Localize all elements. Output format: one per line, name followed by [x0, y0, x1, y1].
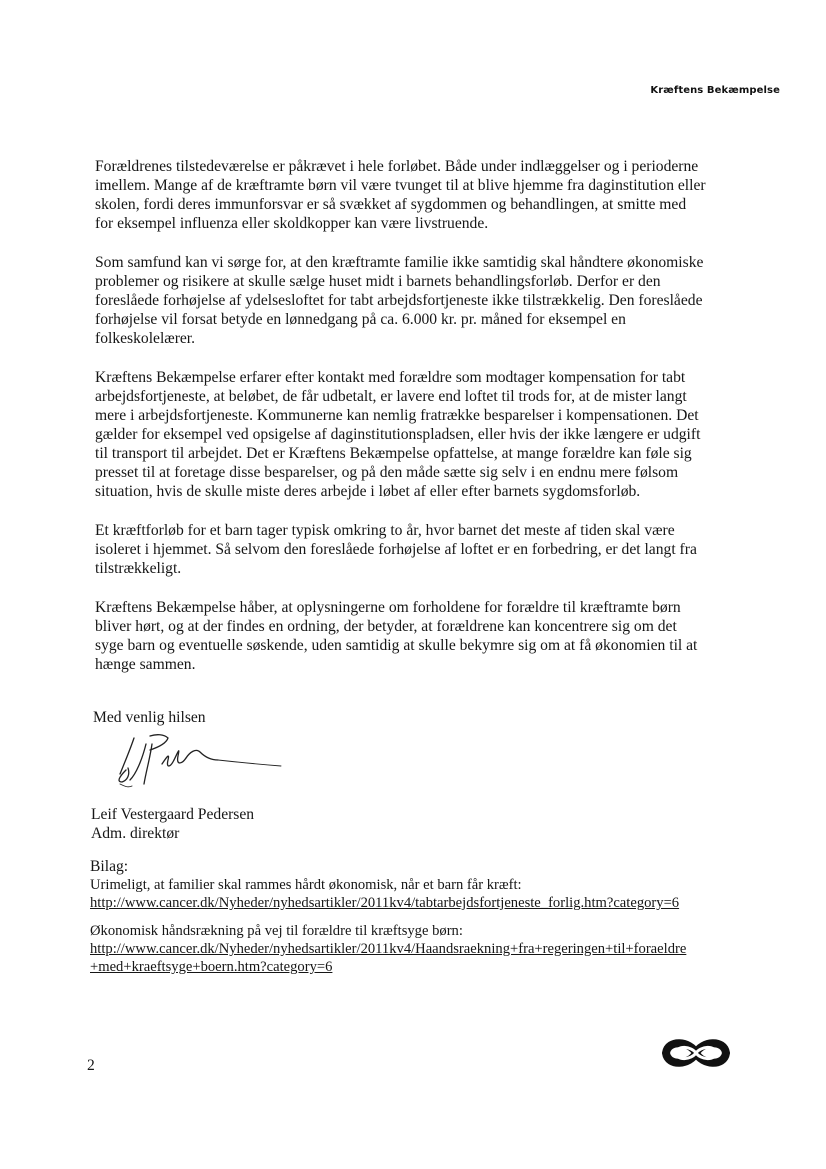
attachment-item	[90, 922, 730, 976]
signer-title: Adm. direktør	[91, 825, 180, 842]
letter-body	[95, 157, 707, 694]
attachment-link[interactable]: http://www.cancer.dk/Nyheder/nyhedsartikler/2011kv4/tabtarbejdsfortjeneste_forlig.htm?category=6	[90, 895, 680, 911]
paragraph-4: Et kræftforløb for et barn tager typisk omkring to år, hvor barnet det meste af tiden skal være isoleret i hjemmet. Så selvom den foreslåede forhøjelse af loftet er en forbedring, er det langt fra tilstrækkeligt.	[95, 522, 697, 577]
closing-salutation: Med venlig hilsen	[93, 709, 206, 726]
kraeftens-bekaempelse-logo-icon	[660, 1033, 732, 1073]
signer-block	[91, 805, 254, 843]
attachment-link-line-1: http://www.cancer.dk/Nyheder/nyhedsartikler/2011kv4/Haandsraekning+fra+regeringen+til+foraeldre	[90, 941, 687, 957]
organization-header: Kræftens Bekæmpelse	[650, 85, 780, 96]
page-number: 2	[87, 1057, 95, 1074]
paragraph-3: Kræftens Bekæmpelse erfarer efter kontakt med forældre som modtager kompensation for tabt arbejdsfortjeneste, at beløbet, de får udbetalt, er lavere end loftet til trods for, at de mister langt mere i arbejdsfortjeneste. Kommunerne kan nemlig fratrække besparelser i kompensationen. Det gælder for eksempel ved opsigelse af daginstitutionspladsen, eller hvis der ikke længere er udgift til transport til arbejdet. Det er Kræftens Bekæmpelse opfattelse, at mange forældre kan føle sig presset til at foretage disse besparelser, og på den måde sætte sig selv i en endnu mere følsom situation, hvis de skulle miste deres arbejde i løbet af eller efter barnets sygdomsforløb.	[95, 369, 701, 500]
attachments-heading: Bilag:	[90, 858, 129, 875]
signer-name: Leif Vestergaard Pedersen	[91, 806, 255, 823]
attachment-description: Økonomisk håndsrækning på vej til forældre til kræftsyge børn:	[90, 923, 463, 939]
paragraph-1: Forældrenes tilstedeværelse er påkrævet i hele forløbet. Både under indlæggelser og i perioderne imellem. Mange af de kræftramte børn vil være tvunget til at blive hjemme fra daginstitution eller skolen, fordi deres immunforsvar er så svækket af sygdommen og behandlingen, at smitte med for eksempel influenza eller skoldkopper kan være livstruende.	[95, 158, 706, 232]
attachment-link[interactable]	[90, 940, 730, 976]
attachment-link-line-2: +med+kraeftsyge+boern.htm?category=6	[90, 959, 333, 975]
attachment-description: Urimeligt, at familier skal rammes hårdt økonomisk, når et barn får kræft:	[90, 877, 522, 893]
attachments-section	[90, 857, 730, 986]
handwritten-signature	[106, 730, 286, 800]
paragraph-2: Som samfund kan vi sørge for, at den kræftramte familie ikke samtidig skal håndtere økonomiske problemer og risikere at skulle sælge huset midt i barnets behandlingsforløb. Derfor er den foreslåede forhøjelse af ydelsesloftet for tabt arbejdsfortjeneste ikke tilstrækkelig. Den foreslåede forhøjelse vil forsat betyde en lønnedgang på ca. 6.000 kr. pr. måned for eksempel en folkeskolelærer.	[95, 254, 704, 347]
paragraph-5: Kræftens Bekæmpelse håber, at oplysningerne om forholdene for forældre til kræftramte børn bliver hørt, og at der findes en ordning, der betyder, at forældrene kan koncentrere sig om det syge barn og eventuelle søskende, uden samtidig at skulle bekymre sig om at få økonomien til at hænge sammen.	[95, 599, 698, 673]
attachment-item	[90, 876, 730, 912]
